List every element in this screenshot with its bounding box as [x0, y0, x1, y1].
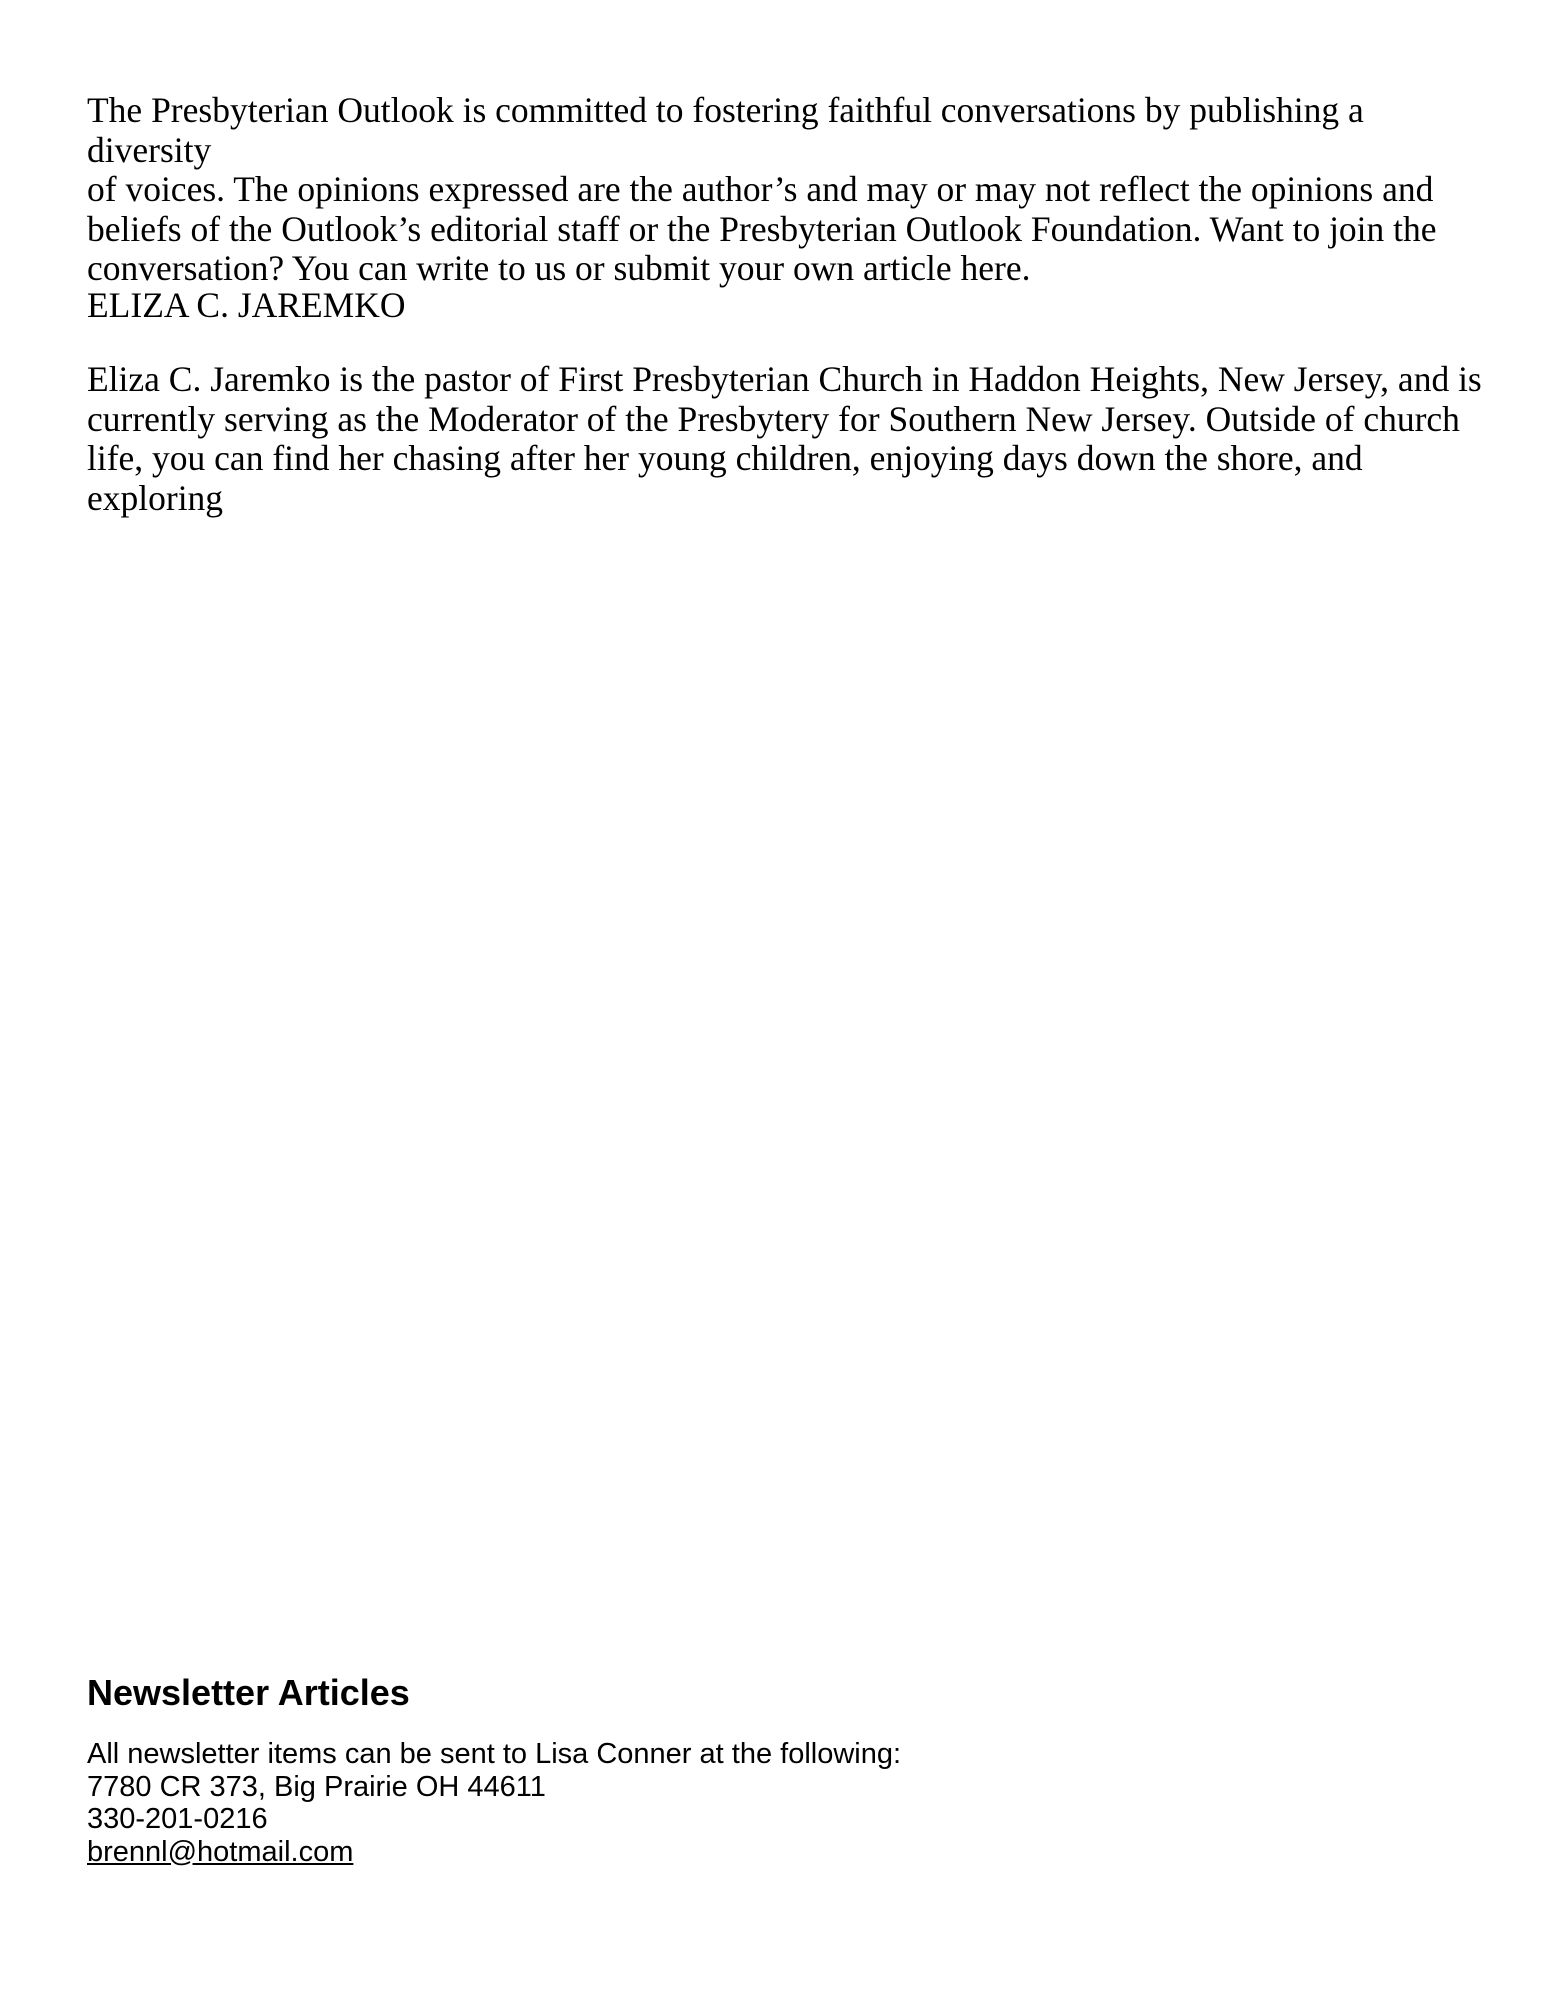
bio-line: Eliza C. Jaremko is the pastor of First Presbyterian Church in Haddon Heights, New Jersey, and is — [87, 359, 1482, 399]
disclaimer-line: of voices. The opinions expressed are the author’s and may or may not reflect the opinions and — [87, 169, 1434, 209]
newsletter-email-link[interactable]: brennl@hotmail.com — [87, 1835, 354, 1868]
newsletter-section — [87, 1672, 1387, 1868]
author-bio-paragraph — [87, 360, 1487, 518]
newsletter-phone: 330-201-0216 — [87, 1803, 268, 1835]
disclaimer-line: beliefs of the Outlook’s editorial staff or the Presbyterian Outlook Foundation. Want to join the — [87, 208, 1437, 249]
disclaimer-line: conversation? You can write to us or submit your own article here. — [87, 248, 1031, 288]
disclaimer-paragraph — [87, 91, 1487, 289]
author-name: ELIZA C. JAREMKO — [87, 285, 406, 325]
bio-line: currently serving as the Moderator of the Presbytery for Southern New Jersey. Outside of church — [87, 398, 1460, 439]
newsletter-address: 7780 CR 373, Big Prairie OH 44611 — [87, 1770, 546, 1803]
bio-line: exploring — [87, 477, 224, 518]
disclaimer-line: The Presbyterian Outlook is committed to fostering faithful conversations by publishing a diversity — [87, 90, 1364, 170]
bio-line: life, you can find her chasing after her young children, enjoying days down the shore, and — [87, 438, 1363, 478]
newsletter-heading: Newsletter Articles — [87, 1672, 410, 1713]
newsletter-intro: All newsletter items can be sent to Lisa Conner at the following: — [87, 1738, 902, 1770]
newsletter-contact-block — [87, 1738, 1387, 1868]
